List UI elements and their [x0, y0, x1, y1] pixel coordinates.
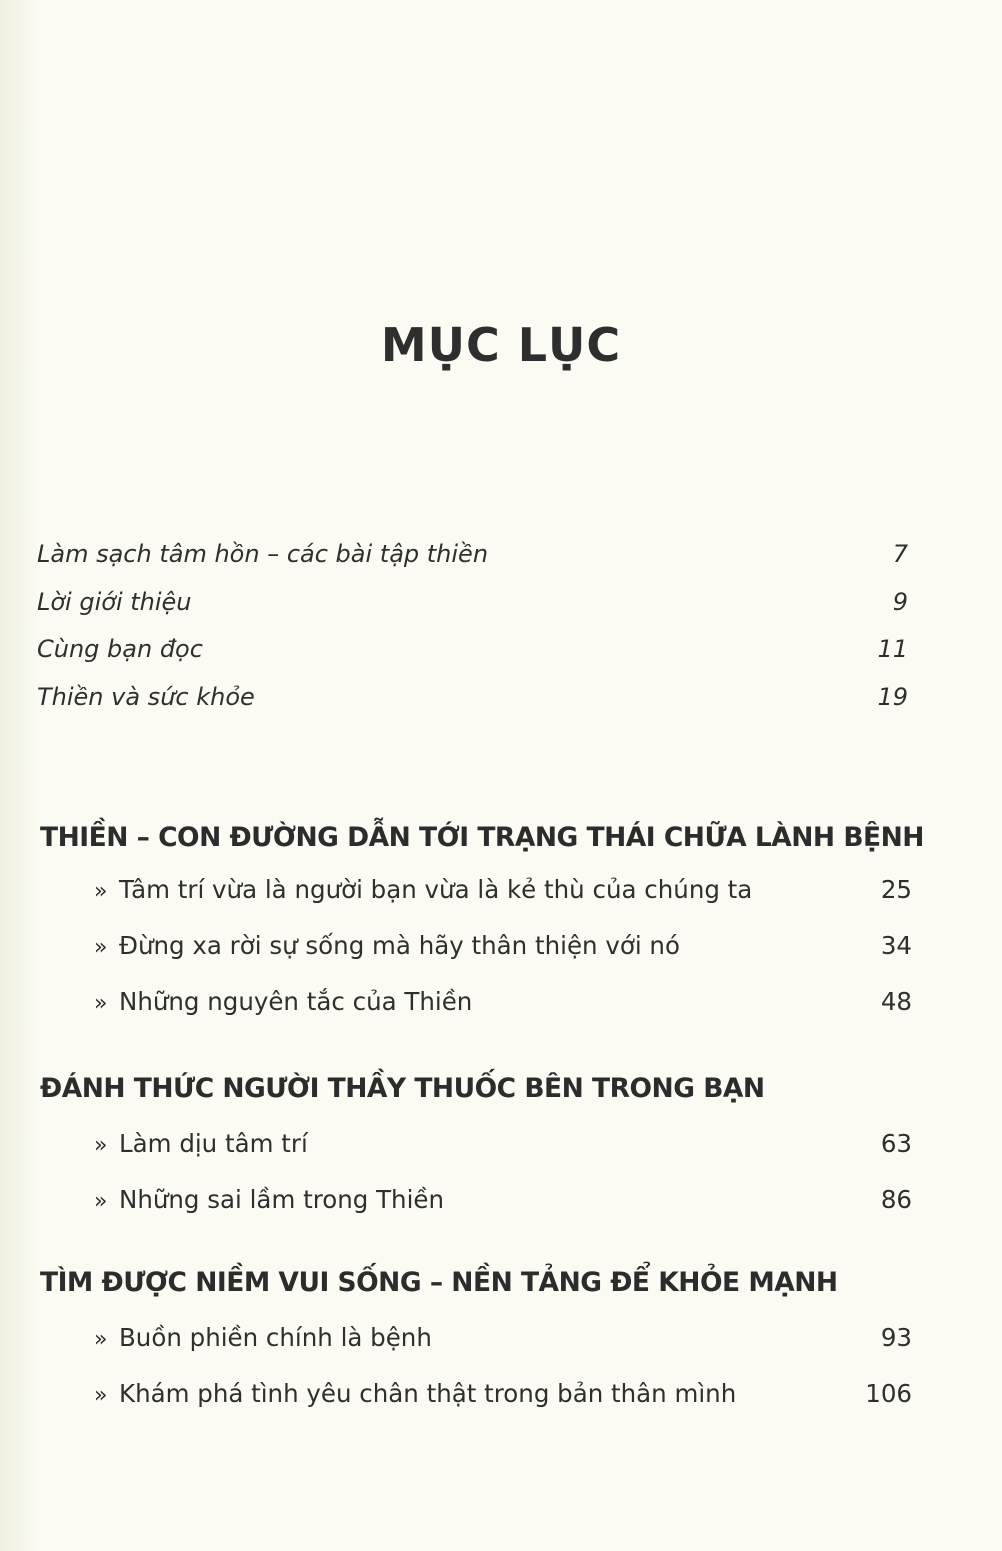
section-entries — [40, 875, 912, 1043]
bullet-glyph: » — [94, 1189, 108, 1214]
toc-entry-label: Làm dịu tâm trí — [119, 1129, 308, 1158]
toc-entry — [40, 1129, 912, 1185]
section-entries — [40, 1129, 912, 1241]
section-heading: ĐÁNH THỨC NGƯỜI THẦY THUỐC BÊN TRONG BẠN — [40, 1073, 765, 1104]
toc-entry — [40, 1185, 912, 1241]
bullet-glyph: » — [94, 879, 108, 904]
toc-entry — [40, 1323, 912, 1379]
page-title: MỤC LỤC — [380, 318, 622, 372]
toc-section — [40, 1073, 912, 1241]
toc-entry-page: 7 — [892, 540, 908, 568]
toc-entry-label: Cùng bạn đọc — [37, 635, 203, 663]
toc-entry — [40, 1379, 912, 1435]
toc-entry — [40, 875, 912, 931]
toc-entry-label: Tâm trí vừa là người bạn vừa là kẻ thù của chúng ta — [119, 875, 753, 904]
section-heading: TÌM ĐƯỢC NIỀM VUI SỐNG – NỀN TẢNG ĐỂ KHỎE MẠNH — [40, 1267, 838, 1298]
toc-entry-page: 11 — [877, 635, 908, 663]
bullet-glyph: » — [94, 1383, 108, 1408]
bullet-glyph: » — [94, 991, 108, 1016]
toc-entry-page: 93 — [880, 1323, 912, 1352]
front-matter-list — [37, 540, 910, 730]
toc-entry-page: 86 — [880, 1185, 912, 1214]
toc-entry-label: Lời giới thiệu — [37, 587, 192, 616]
toc-entry-label: Những sai lầm trong Thiền — [119, 1185, 444, 1214]
toc-entry — [37, 540, 910, 588]
toc-entry-page: 34 — [880, 931, 912, 960]
toc-entry-label: Thiền và sức khỏe — [37, 682, 255, 711]
section-entries — [40, 1323, 912, 1435]
toc-entry — [40, 931, 912, 987]
bullet-glyph: » — [94, 1327, 108, 1352]
toc-entry-label: Khám phá tình yêu chân thật trong bản thân mình — [119, 1379, 737, 1408]
toc-entry — [37, 635, 910, 683]
section-heading: THIỀN – CON ĐƯỜNG DẪN TỚI TRẠNG THÁI CHỮA LÀNH BỆNH — [40, 822, 924, 853]
toc-entry-label: Buồn phiền chính là bệnh — [119, 1323, 432, 1352]
bullet-glyph: » — [94, 1133, 108, 1158]
toc-entry-label: Đừng xa rời sự sống mà hãy thân thiện với nó — [119, 931, 680, 960]
toc-entry-page: 9 — [892, 587, 908, 616]
toc-entry-page: 106 — [865, 1379, 912, 1408]
toc-entry-page: 48 — [880, 987, 912, 1016]
toc-entry-label: Làm sạch tâm hồn – các bài tập thiền — [37, 540, 489, 568]
toc-entry-page: 19 — [877, 682, 908, 711]
toc-section — [40, 1267, 912, 1435]
bullet-glyph: » — [94, 935, 108, 960]
toc-section — [40, 822, 924, 1043]
toc-entry-page: 63 — [880, 1129, 912, 1158]
toc-entry-page: 25 — [880, 875, 912, 904]
toc-entry — [40, 987, 912, 1043]
toc-entry — [37, 683, 910, 731]
toc-entry-label: Những nguyên tắc của Thiền — [119, 987, 473, 1016]
toc-entry — [37, 588, 910, 636]
